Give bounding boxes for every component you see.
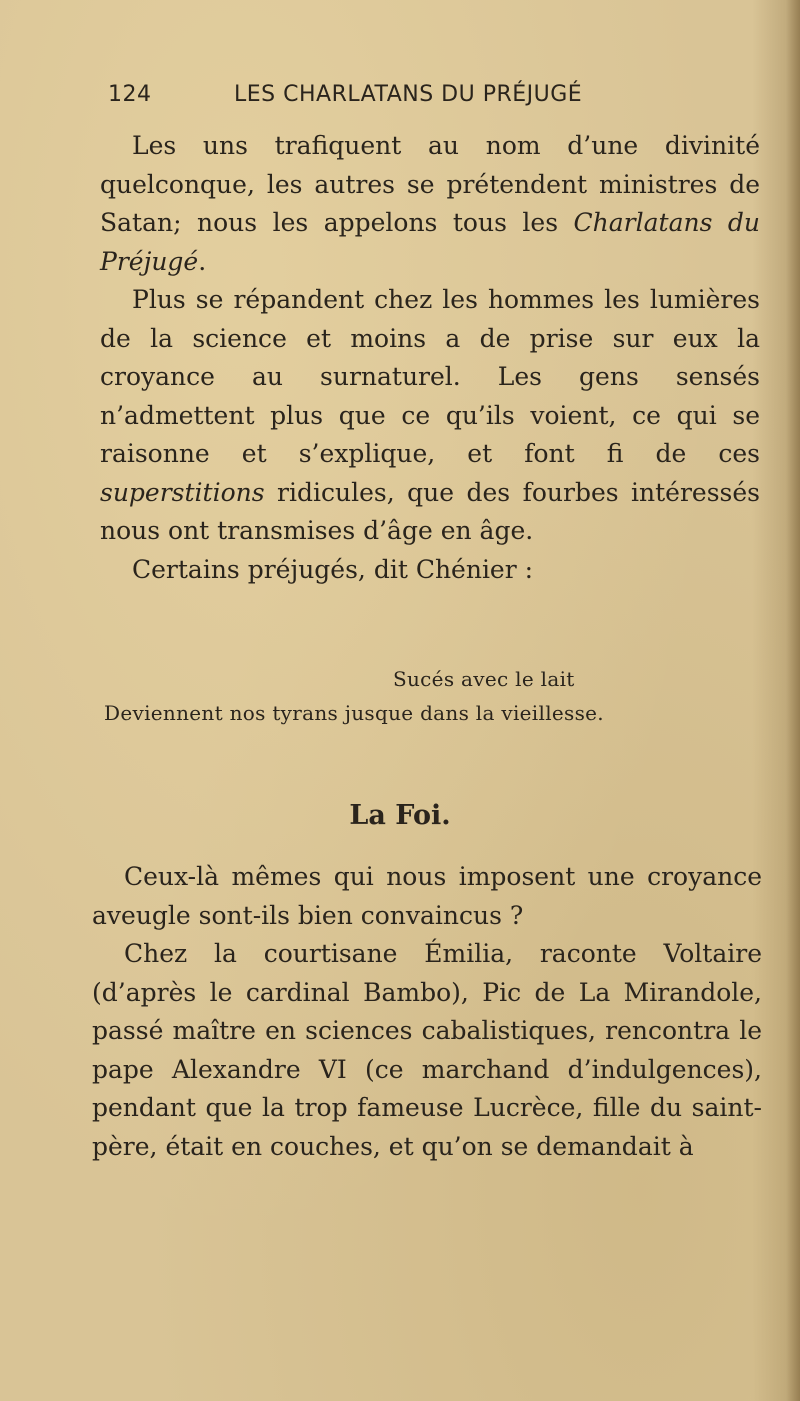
verse-line: Sucés avec le lait	[393, 667, 575, 691]
text-run: .	[198, 246, 207, 276]
text-run: Plus se répandent chez les hommes les lumières de la science et moins a de prise sur eux la croyance au surnaturel. Les gens sensés n’admettent plus que ce qu’ils voient, ce qui se raisonne et s’explique, et font fi de ces	[100, 285, 760, 468]
section-heading: La Foi.	[349, 800, 451, 831]
page-number: 124	[108, 82, 152, 107]
verse-line: Deviennent nos tyrans jusque dans la vieillesse.	[104, 701, 604, 725]
italic-text-run: Charlatans du Préjugé	[100, 208, 760, 276]
running-header	[108, 82, 758, 118]
body-text-top	[100, 127, 760, 589]
page-edge-shadow	[786, 0, 800, 1401]
text-run: ridicules, que des fourbes intéressés nous ont transmises d’âge en âge.	[100, 477, 760, 545]
paragraph	[92, 858, 762, 935]
paragraph	[100, 281, 760, 551]
paragraph	[100, 551, 760, 590]
text-run: Les uns trafiquent au nom d’une divinité quelconque, les autres se prétendent ministres de Satan; nous les appelons tous les	[100, 131, 760, 237]
verse-quotation	[100, 662, 760, 730]
paragraph	[92, 935, 762, 1166]
body-text-bottom	[92, 858, 762, 1166]
paragraph	[100, 127, 760, 281]
text-run: Chez la courtisane Émilia, raconte Voltaire (d’après le cardinal Bambo), Pic de La Mirandole, passé maître en sciences cabalistiques, rencontra le pape Alexandre VI (ce marchand d’indulgences), pendant que la trop fameuse Lucrèce, fille du saint-père, était en couches, et qu’on se demandait à	[92, 939, 762, 1161]
text-run: Ceux-là mêmes qui nous imposent une croyance aveugle sont-ils bien convaincus ?	[92, 862, 762, 930]
running-title: LES CHARLATANS DU PRÉJUGÉ	[234, 82, 583, 107]
italic-text-run: superstitions	[100, 477, 265, 507]
text-run: Certains préjugés, dit Chénier :	[132, 554, 534, 584]
